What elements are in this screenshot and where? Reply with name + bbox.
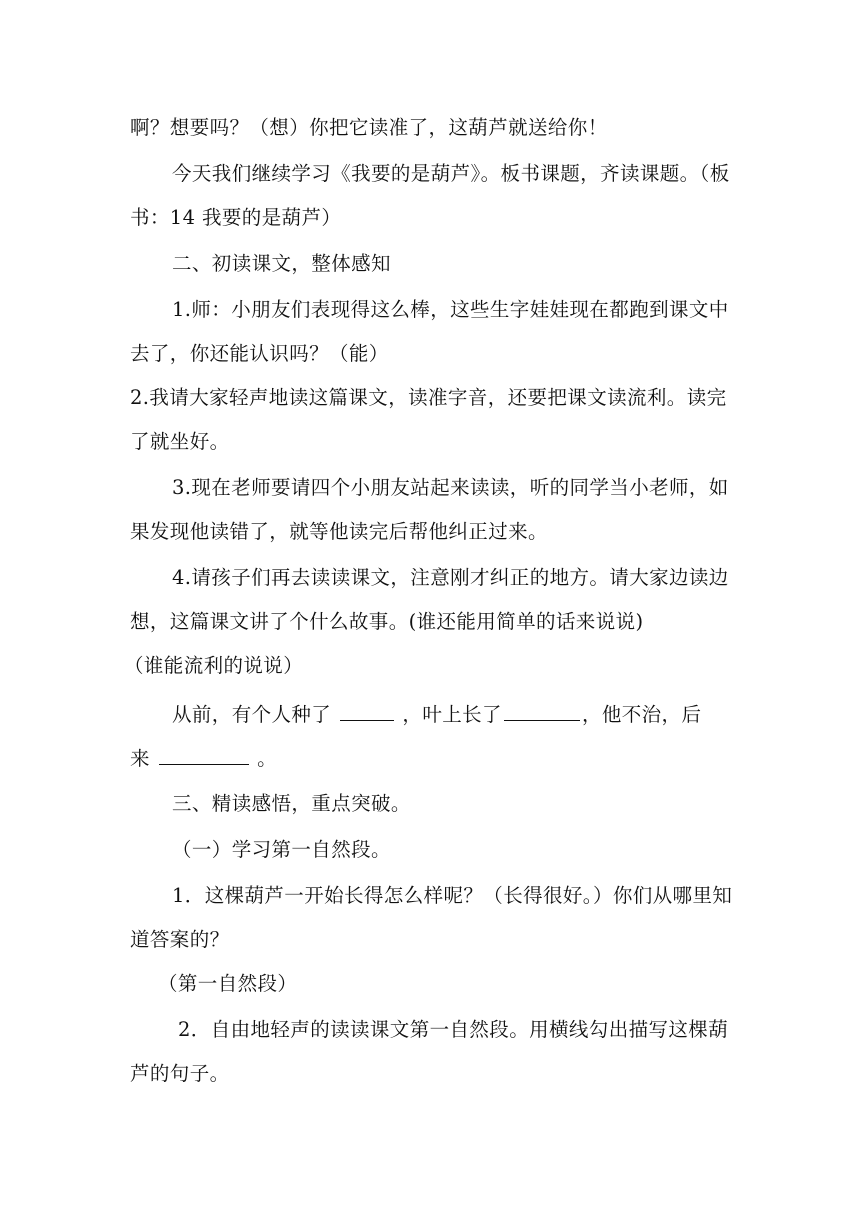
fill-blank[interactable]: [504, 702, 580, 721]
paragraph-line: 2.我请大家轻声地读这篇课文，读准字音，还要把课文读流利。读完: [130, 386, 727, 409]
fill-blank[interactable]: [159, 746, 249, 765]
paragraph-line: 2．自由地轻声的读读课文第一自然段。用横线勾出描写这棵葫: [178, 1018, 729, 1041]
paragraph-line: 道答案的？: [130, 928, 230, 951]
paragraph-line: （第一自然段）: [158, 972, 298, 995]
paragraph-line: 书：14 我要的是葫芦）: [130, 206, 342, 229]
paragraph-line: 去了，你还能认识吗？（能）: [130, 342, 389, 365]
fill-in-line: [172, 702, 701, 727]
paragraph-line: 了就坐好。: [130, 430, 230, 453]
paragraph-line: 啊？想要吗？（想）你把它读准了，这葫芦就送给你！: [130, 116, 608, 139]
fill-text: ，他不治，后: [581, 703, 702, 726]
paragraph-line: 芦的句子。: [130, 1062, 230, 1085]
paragraph-line: 想，这篇课文讲了个什么故事。(谁还能用简单的话来说说): [130, 610, 644, 633]
fill-text: 。: [257, 747, 278, 770]
section-heading: 三、精读感悟，重点突破。: [172, 792, 411, 815]
paragraph-line: 今天我们继续学习《我要的是葫芦》。板书课题，齐读课题。（板: [172, 162, 730, 185]
fill-blank[interactable]: [340, 702, 394, 721]
paragraph-line: （谁能流利的说说）: [124, 654, 304, 677]
section-heading: 二、初读课文，整体感知: [172, 252, 391, 275]
paragraph-line: 4.请孩子们再去读读课文，注意刚才纠正的地方。请大家边读边: [172, 566, 729, 589]
paragraph-line: 1．这棵葫芦一开始长得怎么样呢？（长得很好。）你们从哪里知: [172, 884, 733, 907]
fill-text: ，叶上长了: [402, 703, 502, 726]
paragraph-line: 1.师：小朋友们表现得这么棒，这些生字娃娃现在都跑到课文中: [172, 298, 729, 321]
fill-in-line: [130, 746, 277, 771]
paragraph-line: 3.现在老师要请四个小朋友站起来读读，听的同学当小老师，如: [172, 476, 729, 499]
fill-text: 从前，有个人种了: [172, 703, 332, 726]
subsection-heading: （一）学习第一自然段。: [172, 838, 391, 861]
fill-text: 来: [130, 747, 150, 770]
paragraph-line: 果发现他读错了，就等他读完后帮他纠正过来。: [130, 520, 548, 543]
